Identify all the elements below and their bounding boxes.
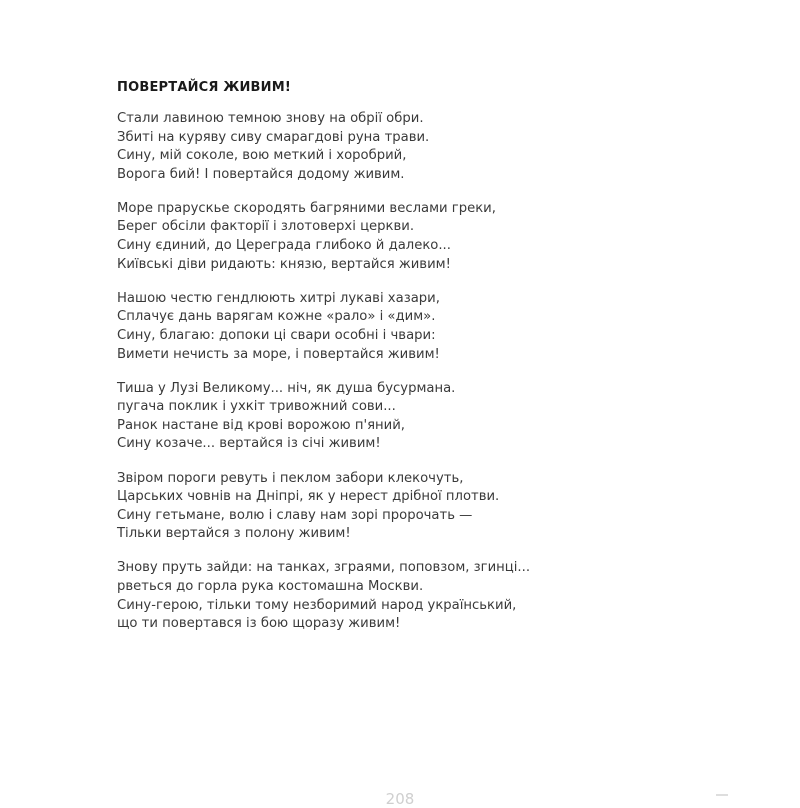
stanza-3 — [117, 290, 717, 364]
poem-line: рветься до горла рука костомашна Москви. — [117, 578, 424, 594]
page-number: 208 — [385, 790, 415, 808]
poem-line: Ранок настане від крові ворожою п'яний, — [117, 417, 405, 433]
poem-line: Київські діви ридають: князю, вертайся живим! — [117, 256, 451, 272]
stanza-1 — [117, 110, 717, 184]
stanza-2 — [117, 200, 717, 274]
poem-line: Царських човнів на Дніпрі, як у нерест дрібної плотви. — [117, 489, 500, 505]
poem-line: Звіром пороги ревуть і пеклом забори клекочуть, — [117, 470, 464, 486]
poem-line: Збиті на куряву сиву смарагдові руна трави. — [117, 129, 430, 145]
poem-line: Сину, благаю: допоки ці свари особні і чвари: — [117, 327, 436, 343]
stanza-5 — [117, 470, 717, 544]
poem-line: Знову пруть зайди: на танках, зграями, поповзом, згинці... — [117, 560, 531, 576]
poem-line: Стали лавиною темною знову на обрії обри. — [117, 111, 424, 126]
stanza-6 — [117, 559, 717, 633]
corner-mark — [716, 794, 728, 796]
poem-line: Сину, мій соколе, вою меткий і хоробрий, — [117, 148, 407, 164]
poem-line: Берег обсіли факторії і злотоверхі церкви. — [117, 219, 415, 235]
poem-line: Сину козаче... вертайся із січі живим! — [117, 436, 381, 452]
poem-line: Сину-герою, тільки тому незборимий народ український, — [117, 597, 517, 613]
poem-line: Сплачує дань варягам кожне «рало» і «дим». — [117, 309, 436, 325]
poem-line: Ворога бий! І повертайся додому живим. — [117, 166, 405, 182]
poem-line: пугача поклик і ухкіт тривожний сови... — [117, 399, 396, 415]
poem-line: Сину єдиний, до Цереграда глибоко й далеко... — [117, 238, 451, 254]
poem-line: Сину гетьмане, волю і славу нам зорі пророчать — — [117, 507, 473, 523]
poem-line: Тільки вертайся з полону живим! — [117, 526, 351, 542]
poem-line: Нашою честю гендлюють хитрі лукаві хазари, — [117, 290, 440, 306]
stanza-4 — [117, 380, 717, 454]
poem-line: що ти повертався із бою щоразу живим! — [117, 616, 401, 632]
poem-line: Вимети нечисть за море, і повертайся живим! — [117, 346, 440, 362]
poem-line: Море прарускье скородять багряними веслами греки, — [117, 200, 496, 216]
poem-title: ПОВЕРТАЙСЯ ЖИВИМ! — [117, 80, 291, 95]
poem-line: Тиша у Лузі Великому... ніч, як душа бусурмана. — [117, 380, 456, 396]
poem-page — [117, 80, 717, 649]
